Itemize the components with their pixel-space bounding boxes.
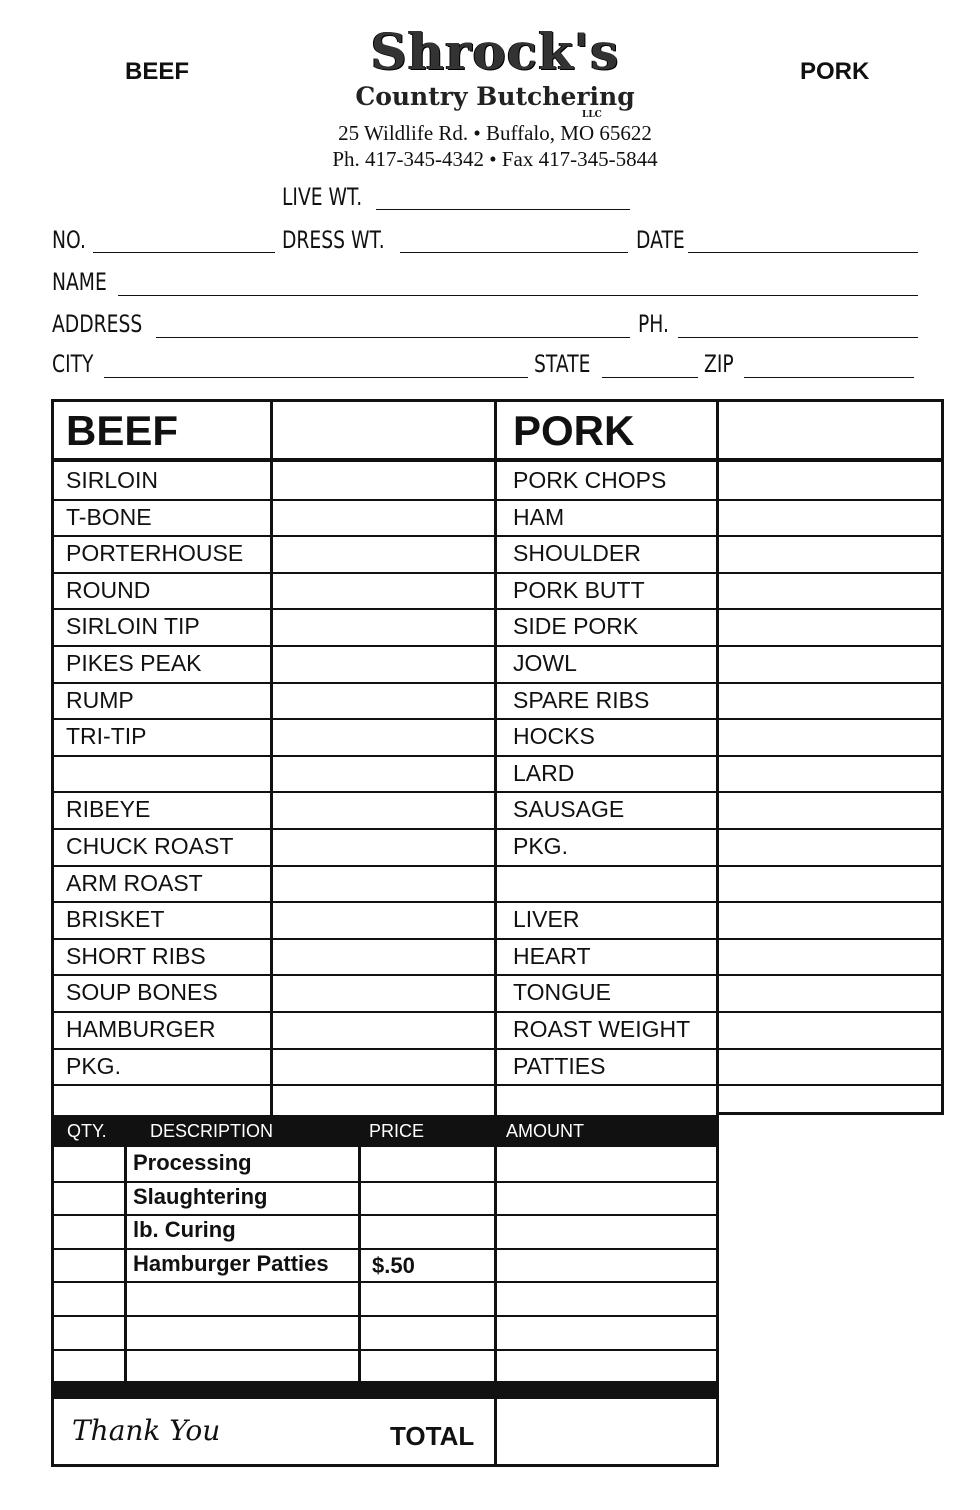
name-field[interactable] [118, 295, 918, 296]
date-field[interactable] [688, 252, 918, 253]
row-divider [51, 828, 944, 830]
beef-cut-entry[interactable] [274, 502, 492, 534]
pork-cut-label: PKG. [513, 833, 568, 859]
qty-entry[interactable] [55, 1284, 121, 1312]
beef-cut-label: ARM ROAST [66, 870, 203, 896]
beef-cut-entry[interactable] [274, 685, 492, 717]
invoice-row-divider [51, 1315, 719, 1317]
pork-cut-label: PATTIES [513, 1053, 606, 1079]
pork-cut-entry[interactable] [720, 1051, 940, 1083]
zip-field[interactable] [744, 377, 914, 378]
beef-cut-entry[interactable] [274, 575, 492, 607]
row-divider [51, 645, 944, 647]
row-divider [51, 791, 944, 793]
pork-cut-entry[interactable] [720, 538, 940, 570]
state-label: STATE [534, 350, 591, 378]
beef-cut-label: SHORT RIBS [66, 943, 206, 969]
beef-cut-label: SOUP BONES [66, 979, 218, 1005]
thank-you-text: Thank You [72, 1414, 221, 1447]
ph-label: PH. [638, 310, 669, 338]
pork-cut-entry[interactable] [720, 1087, 940, 1119]
total-label: TOTAL [390, 1421, 475, 1451]
live-wt-field[interactable] [376, 209, 630, 210]
beef-corner-label: BEEF [125, 58, 190, 85]
row-divider [51, 1011, 944, 1013]
beef-cut-entry[interactable] [274, 758, 492, 790]
zip-label: ZIP [704, 350, 734, 378]
qty-entry[interactable] [55, 1184, 121, 1212]
company-logo [300, 22, 690, 81]
no-field[interactable] [93, 252, 275, 253]
pork-cut-entry[interactable] [720, 904, 940, 936]
beef-column-divider [270, 399, 273, 1115]
amount-entry[interactable] [498, 1284, 714, 1312]
beef-cut-entry[interactable] [274, 538, 492, 570]
qty-header: QTY. [67, 1121, 107, 1141]
beef-cut-entry[interactable] [274, 1087, 492, 1119]
pork-cut-label: JOWL [513, 650, 577, 676]
no-label: NO. [52, 226, 86, 254]
beef-cut-label: ROUND [66, 577, 151, 603]
invoice-description: Slaughtering [133, 1184, 268, 1209]
row-divider [51, 755, 944, 757]
pork-column-divider [716, 399, 719, 1115]
row-divider [51, 1084, 944, 1086]
beef-cut-label: RIBEYE [66, 796, 151, 822]
company-address: 25 Wildlife Rd. • Buffalo, MO 65622 [338, 121, 652, 145]
pork-cut-entry[interactable] [720, 575, 940, 607]
row-divider [51, 499, 944, 501]
invoice-row-divider [51, 1349, 719, 1351]
qty-entry[interactable] [55, 1352, 121, 1380]
row-divider [51, 901, 944, 903]
row-divider [51, 682, 944, 684]
price-header: PRICE [369, 1121, 425, 1141]
beef-cut-entry[interactable] [274, 904, 492, 936]
amount-entry[interactable] [498, 1318, 714, 1346]
row-divider [51, 608, 944, 610]
row-divider [51, 718, 944, 720]
beef-cut-label: SIRLOIN TIP [66, 613, 200, 639]
logo-name: Shrock's [370, 22, 620, 81]
amount-entry[interactable] [498, 1150, 714, 1178]
pork-cut-entry[interactable] [720, 794, 940, 826]
pork-cut-label: SIDE PORK [513, 613, 639, 639]
name-label: NAME [52, 268, 107, 296]
amount-entry[interactable] [498, 1217, 714, 1245]
ph-field[interactable] [678, 337, 918, 338]
logo-llc: LLC [582, 110, 602, 120]
invoice-price: $.50 [372, 1253, 415, 1278]
qty-entry[interactable] [55, 1150, 121, 1178]
invoice-row-divider [51, 1281, 719, 1283]
row-divider [51, 1048, 944, 1050]
live-wt-label: LIVE WT. [282, 183, 363, 211]
row-divider [51, 535, 944, 537]
pork-cut-label: LARD [513, 760, 575, 786]
center-column-divider [494, 399, 497, 1115]
pork-cut-label: HEART [513, 943, 591, 969]
beef-cut-entry[interactable] [274, 794, 492, 826]
beef-cut-label: PORTERHOUSE [66, 540, 244, 566]
pork-cut-label: SPARE RIBS [513, 687, 650, 713]
pork-cut-entry[interactable] [720, 758, 940, 790]
invoice-row-divider [51, 1214, 719, 1216]
total-amount-field[interactable] [497, 1400, 714, 1462]
pork-cut-label: SHOULDER [513, 540, 641, 566]
description-header: DESCRIPTION [150, 1121, 274, 1141]
row-divider [51, 865, 944, 867]
beef-cut-entry[interactable] [274, 648, 492, 680]
invoice-description: Processing [133, 1150, 252, 1175]
dress-wt-field[interactable] [400, 252, 628, 253]
table-header-rule [51, 458, 944, 462]
beef-cut-entry[interactable] [274, 831, 492, 863]
row-divider [51, 974, 944, 976]
row-divider [51, 572, 944, 574]
pork-cut-label: ROAST WEIGHT [513, 1016, 691, 1042]
pork-cut-label: HOCKS [513, 723, 595, 749]
pork-cut-entry[interactable] [720, 977, 940, 1009]
pork-cut-label: SAUSAGE [513, 796, 625, 822]
amount-entry[interactable] [498, 1352, 714, 1380]
qty-entry[interactable] [55, 1251, 121, 1279]
pork-cut-label: PORK CHOPS [513, 467, 667, 493]
invoice-row-divider [51, 1248, 719, 1250]
pork-cut-entry[interactable] [720, 831, 940, 863]
beef-cut-label: T-BONE [66, 504, 152, 530]
pork-cut-entry[interactable] [720, 721, 940, 753]
beef-cut-label: PIKES PEAK [66, 650, 202, 676]
pork-cut-label: HAM [513, 504, 565, 530]
beef-cut-label: SIRLOIN [66, 467, 159, 493]
pork-cut-entry[interactable] [720, 685, 940, 717]
beef-cut-label: PKG. [66, 1053, 121, 1079]
qty-entry[interactable] [55, 1217, 121, 1245]
invoice-description: Hamburger Patties [133, 1251, 329, 1276]
pork-corner-label: PORK [800, 58, 870, 85]
beef-cut-label: BRISKET [66, 906, 165, 932]
beef-cut-entry[interactable] [274, 721, 492, 753]
amount-entry[interactable] [498, 1251, 714, 1279]
pork-cut-entry[interactable] [720, 502, 940, 534]
beef-cut-entry[interactable] [274, 868, 492, 900]
pork-cut-entry[interactable] [720, 868, 940, 900]
row-divider [51, 938, 944, 940]
date-label: DATE [636, 226, 685, 254]
logo-subtitle: Country Butchering [355, 82, 635, 111]
pork-cut-entry[interactable] [720, 648, 940, 680]
pork-cut-label: TONGUE [513, 979, 611, 1005]
pork-cut-entry[interactable] [720, 1014, 940, 1046]
address-label: ADDRESS [52, 310, 143, 338]
pork-cut-label: LIVER [513, 906, 580, 932]
beef-cut-label: CHUCK ROAST [66, 833, 234, 859]
beef-cut-label: HAMBURGER [66, 1016, 216, 1042]
city-label: CITY [52, 350, 94, 378]
address-field[interactable] [156, 337, 630, 338]
beef-title: BEEF [66, 407, 179, 454]
dress-wt-label: DRESS WT. [282, 226, 385, 254]
beef-cut-entry[interactable] [274, 1051, 492, 1083]
beef-cut-label: TRI-TIP [66, 723, 147, 749]
company-phone: Ph. 417-345-4342 • Fax 417-345-5844 [332, 147, 658, 171]
pork-cut-entry[interactable] [720, 611, 940, 643]
beef-cut-entry[interactable] [274, 977, 492, 1009]
city-field[interactable] [104, 377, 528, 378]
amount-header: AMOUNT [506, 1121, 584, 1141]
invoice-row-divider [51, 1181, 719, 1183]
pork-title: PORK [513, 407, 635, 454]
amount-entry[interactable] [498, 1184, 714, 1212]
state-field[interactable] [602, 377, 698, 378]
beef-cut-entry[interactable] [274, 1014, 492, 1046]
pork-cut-entry[interactable] [720, 941, 940, 973]
pork-cut-label: PORK BUTT [513, 577, 645, 603]
beef-cut-entry[interactable] [274, 465, 492, 497]
qty-entry[interactable] [55, 1318, 121, 1346]
beef-cut-entry[interactable] [274, 611, 492, 643]
beef-cut-entry[interactable] [274, 941, 492, 973]
invoice-description: lb. Curing [133, 1217, 236, 1242]
beef-cut-label: RUMP [66, 687, 134, 713]
invoice-header-bar [51, 1117, 719, 1147]
invoice-footer-bar [51, 1381, 719, 1399]
pork-cut-entry[interactable] [720, 465, 940, 497]
